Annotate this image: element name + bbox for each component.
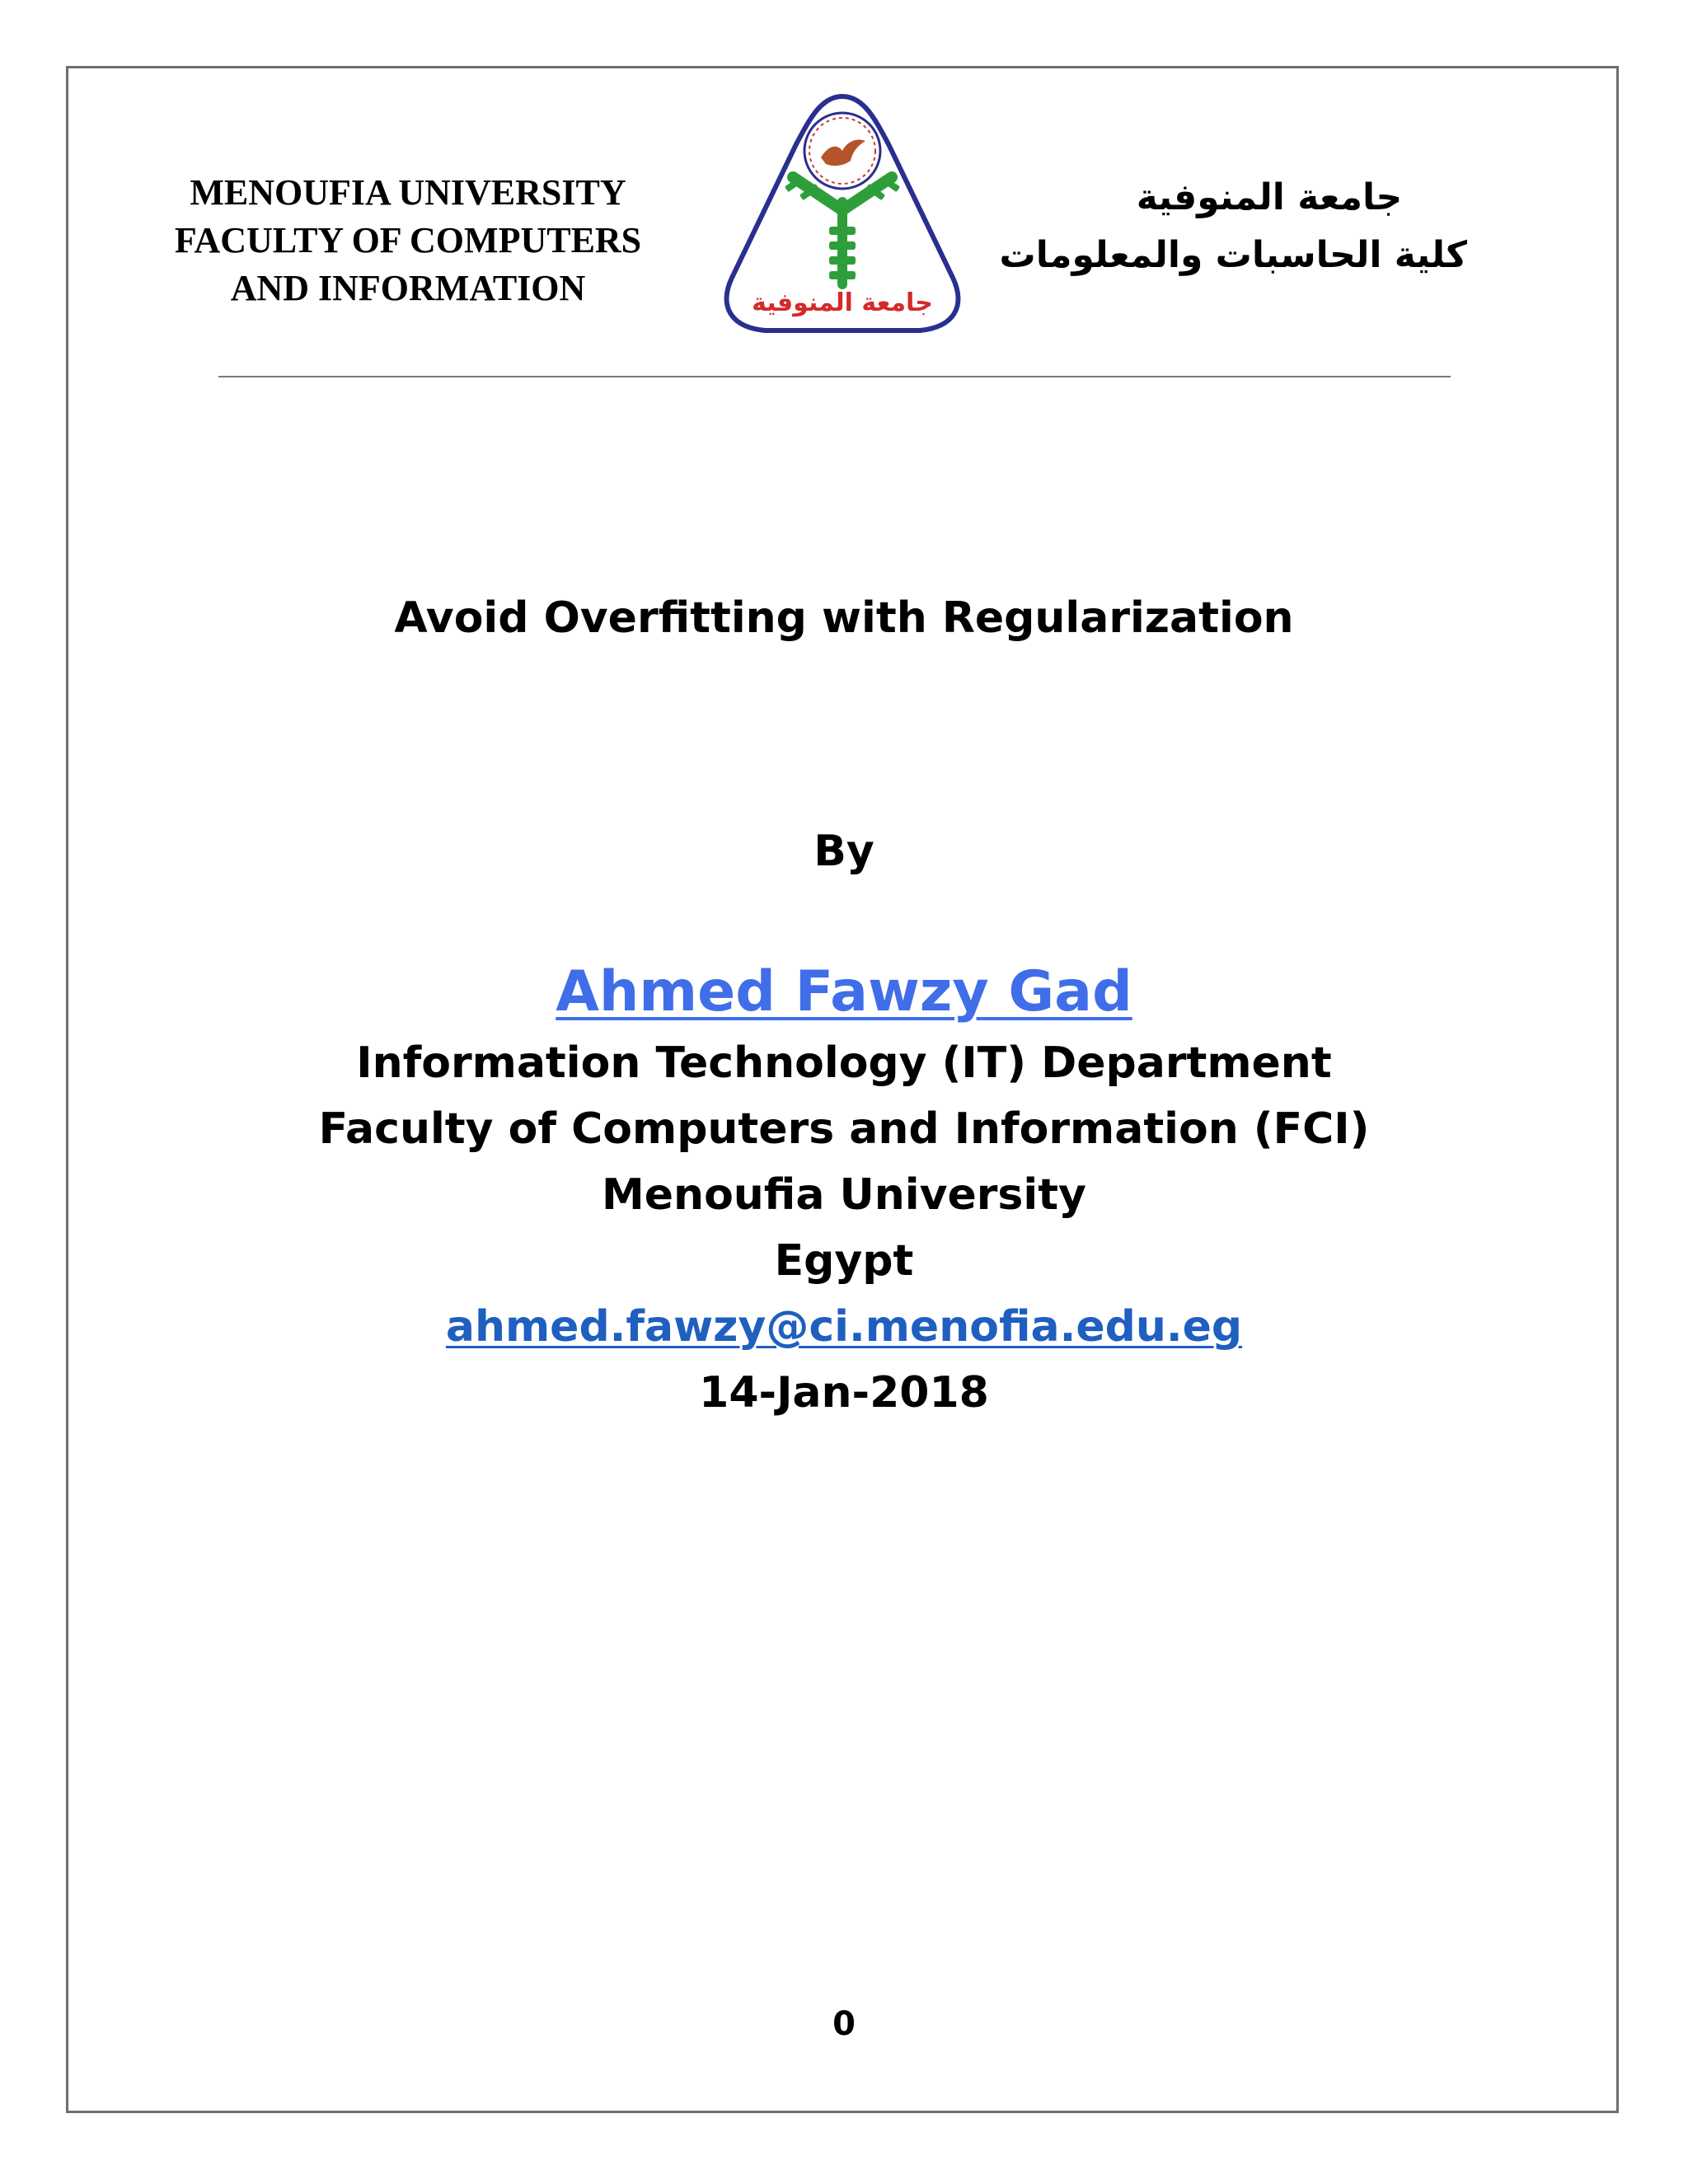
university-name-arabic [999, 169, 1467, 284]
university-name-ar-line: جامعة المنوفية [1136, 176, 1403, 218]
faculty-name-line: FACULTY OF COMPUTERS [174, 220, 642, 260]
document-title: Avoid Overfitting with Regularization [394, 593, 1294, 643]
university-logo [714, 87, 971, 338]
university-name-line: MENOUFIA UNIVERSITY [190, 172, 626, 213]
university-name-english [140, 169, 676, 312]
faculty-name-ar-line: كلية الحاسبات والمعلومات [999, 234, 1467, 276]
author-block [0, 954, 1688, 1426]
author-name-link[interactable]: Ahmed Fawzy Gad [556, 959, 1132, 1024]
department-line: Information Technology (IT) Department [356, 1038, 1332, 1088]
email-link[interactable]: ahmed.fawzy@ci.menofia.edu.eg [445, 1302, 1243, 1352]
university-line: Menoufia University [602, 1170, 1086, 1220]
faculty-name-line-2: AND INFORMATION [230, 268, 586, 308]
by-label: By [814, 827, 874, 876]
page-number: 0 [832, 2005, 856, 2043]
header-divider [218, 376, 1451, 377]
logo-text: جامعة المنوفية [752, 288, 933, 317]
country-line: Egypt [774, 1236, 914, 1286]
date-line: 14-Jan-2018 [699, 1368, 989, 1418]
faculty-line: Faculty of Computers and Information (FCI) [318, 1104, 1370, 1154]
